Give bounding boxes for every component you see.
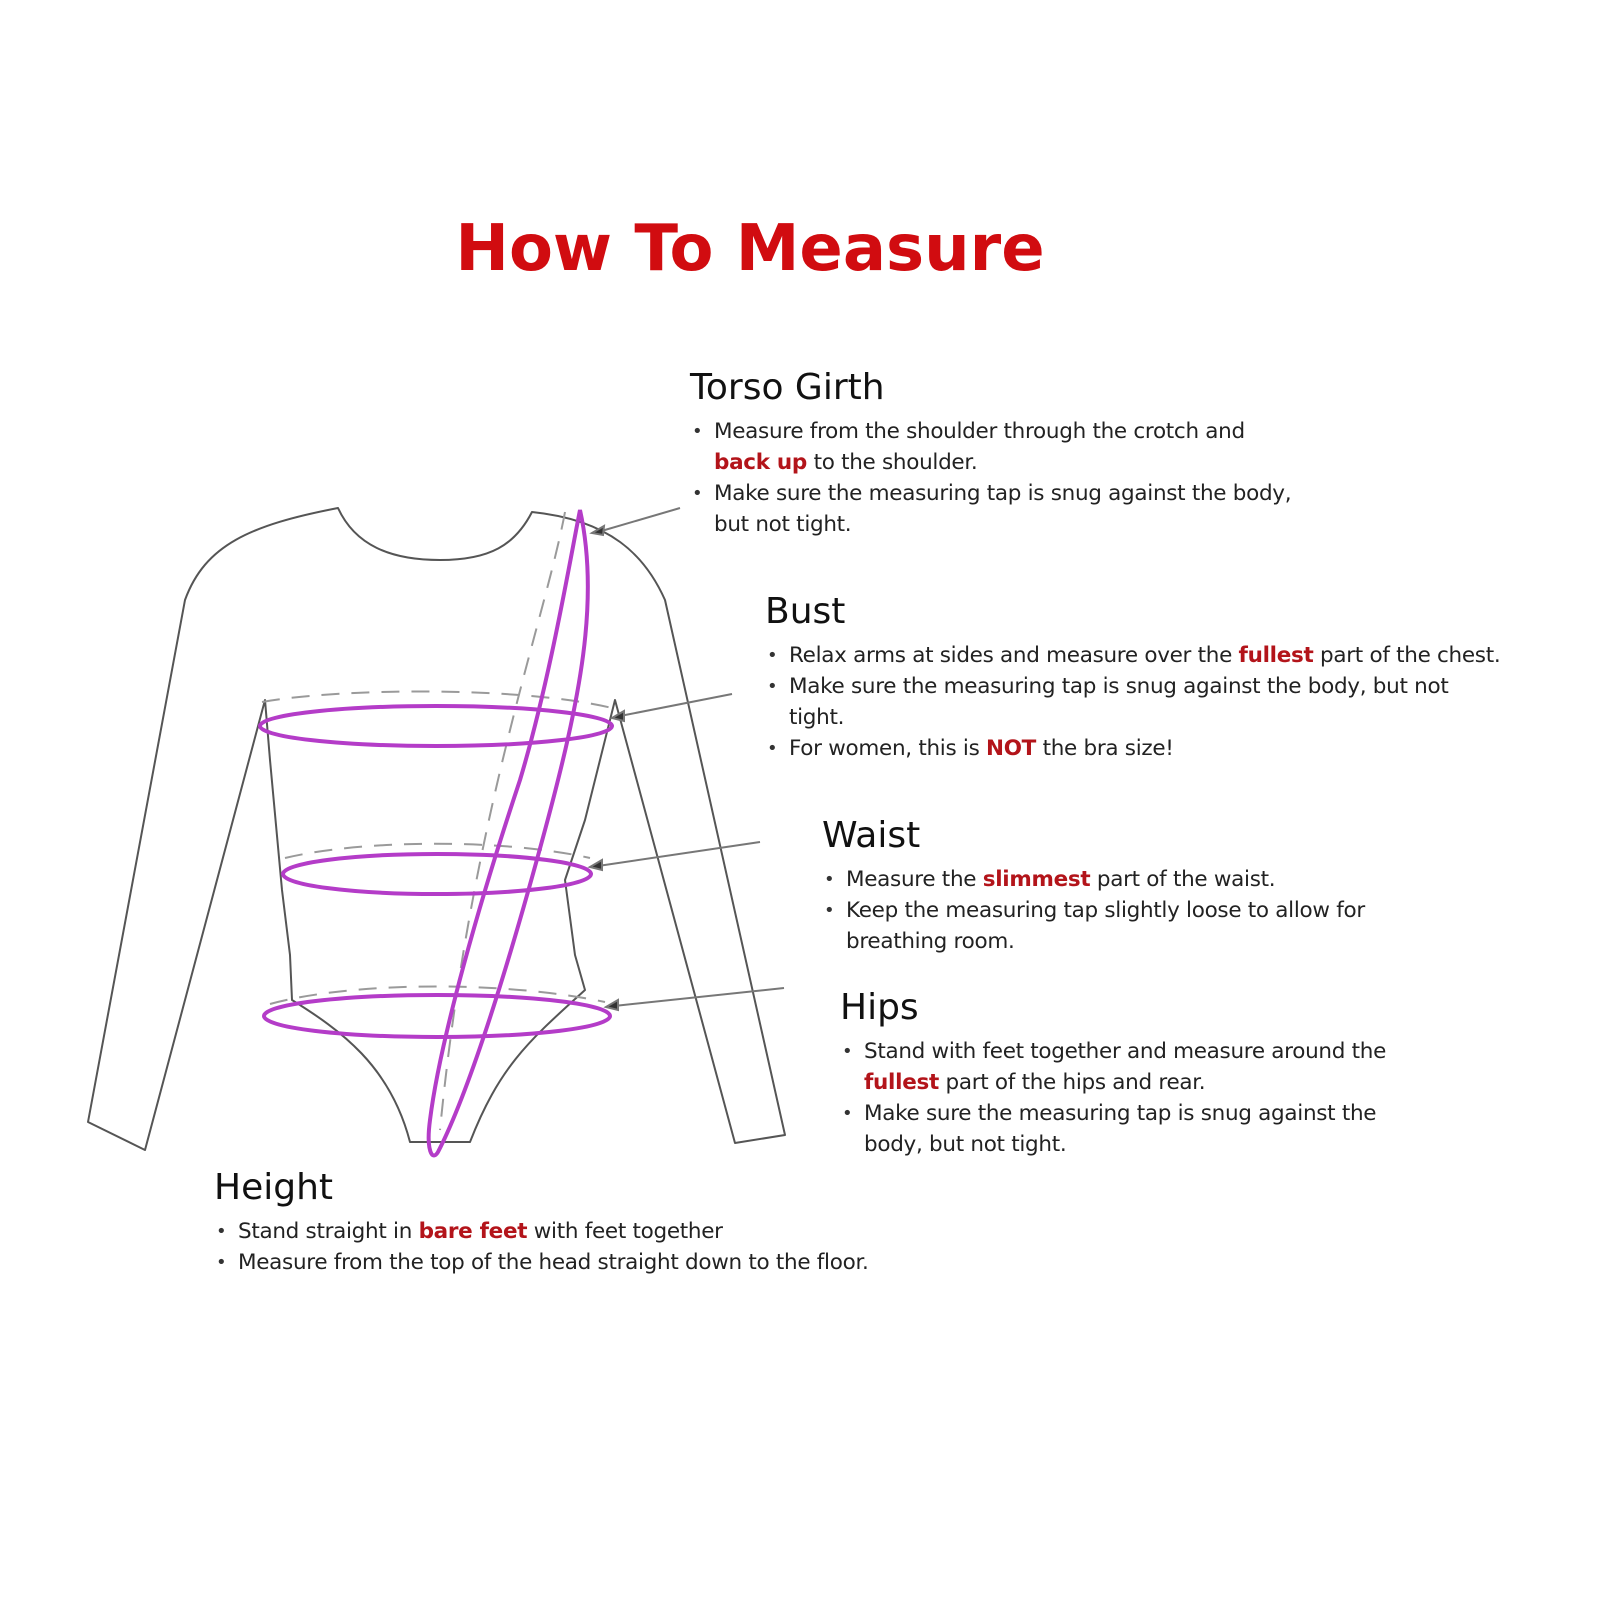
waist-section <box>822 816 1402 957</box>
bullet-text: the bra size! <box>1036 735 1174 761</box>
torso-girth-list <box>690 416 1330 540</box>
hips-list <box>840 1036 1420 1160</box>
bullet-item <box>765 671 1505 733</box>
waist-heading: Waist <box>822 815 921 856</box>
bust-heading: Bust <box>765 591 846 632</box>
bullet-item <box>214 1216 914 1247</box>
bullet-highlight: fullest <box>1238 642 1314 668</box>
bullet-text: Stand straight in <box>238 1218 419 1244</box>
bullet-text: Keep the measuring tap slightly loose to allow for breathing room. <box>846 897 1365 954</box>
bullet-text: Measure from the shoulder through the crotch and <box>714 418 1245 444</box>
bullet-text: Relax arms at sides and measure over the <box>789 642 1239 668</box>
page-title: How To Measure <box>455 212 1045 286</box>
height-heading: Height <box>214 1167 334 1208</box>
garment-outline <box>88 508 785 1150</box>
bullet-text: Stand with feet together and measure around the <box>864 1038 1387 1064</box>
torso-girth-heading: Torso Girth <box>690 367 885 408</box>
bust-tape <box>260 706 612 746</box>
bullet-text: to the shoulder. <box>807 449 978 475</box>
bullet-item <box>690 416 1330 478</box>
bullet-text: Make sure the measuring tap is snug against the body, but not tight. <box>789 673 1449 730</box>
torso-girth-tape <box>429 510 588 1155</box>
bullet-text: part of the chest. <box>1313 642 1501 668</box>
bullet-highlight: fullest <box>864 1069 939 1095</box>
waist-list <box>822 864 1402 957</box>
bullet-text: Measure the <box>846 866 983 892</box>
bust-list <box>765 640 1505 764</box>
bust-section <box>765 592 1505 764</box>
bullet-highlight: bare feet <box>418 1218 528 1244</box>
waist-tape <box>283 854 591 894</box>
hips-section <box>840 988 1420 1160</box>
bullet-item <box>765 733 1505 764</box>
bullet-item <box>214 1247 914 1278</box>
bullet-highlight: slimmest <box>982 866 1091 892</box>
bullet-item <box>822 864 1402 895</box>
bullet-text: with feet together <box>527 1218 723 1244</box>
bullet-text: part of the waist. <box>1090 866 1276 892</box>
bullet-text: For women, this is <box>789 735 987 761</box>
bullet-item <box>690 478 1330 540</box>
hips-heading: Hips <box>840 987 919 1028</box>
bullet-text: Measure from the top of the head straight down to the floor. <box>238 1249 869 1275</box>
bullet-item <box>840 1036 1420 1098</box>
bullet-highlight: back up <box>714 449 808 475</box>
bullet-item <box>840 1098 1420 1160</box>
height-list <box>214 1216 914 1278</box>
bullet-highlight: NOT <box>986 735 1037 761</box>
height-section <box>214 1168 914 1278</box>
bullet-item <box>765 640 1505 671</box>
bullet-text: Make sure the measuring tap is snug against the body, but not tight. <box>714 480 1292 537</box>
bullet-item <box>822 895 1402 957</box>
bullet-text: Make sure the measuring tap is snug against the body, but not tight. <box>864 1100 1377 1157</box>
torso-girth-section <box>690 368 1330 540</box>
bullet-text: part of the hips and rear. <box>938 1069 1206 1095</box>
